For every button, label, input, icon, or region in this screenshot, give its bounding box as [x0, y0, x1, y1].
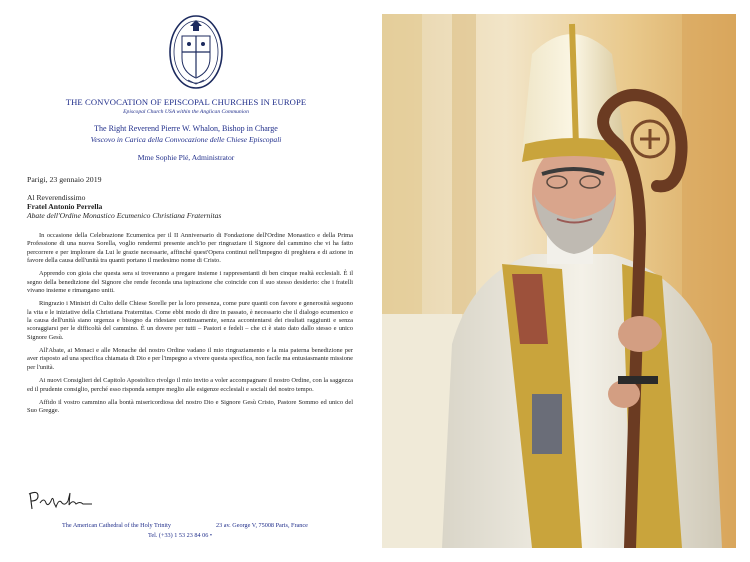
administrator-line: Mme Sophie Plé, Administrator — [137, 153, 235, 162]
vescovo-line: Vescovo in Carica della Convocazione delle Chiese Episcopali — [90, 135, 282, 144]
paragraph: Ringrazio i Ministri di Culto delle Chiese Sorelle per la loro presenza, come pure quanti con favore e generosità seguono la vita e le iniziative della Christiana Fraternitas. Come ebbi modo di dire in passato, è necessario che il dialogo ecumenico e la causa dell'unità siano urgenza e bisogno da ridestare continuamente, senza accontentarsi dei risultati raggiunti e senza scoraggiarsi per le difficoltà del cammino. È un dovere per tutti – Pastori e fedeli – che ci è stato dato dallo stesso e unico Signore Gesù. — [27, 300, 353, 341]
recipient-title: Abate dell'Ordine Monastico Ecumenico Christiana Fraternitas — [27, 211, 222, 220]
paragraph: Ai nuovi Consiglieri del Capitolo Apostolico rivolgo il mio invito a voler accompagnare il nostro Ordine, con la saggezza ed il prudente consiglio, perché esso risponda sempre meglio alle esigenze ecclesiali e sociali del nostro tempo. — [27, 377, 353, 393]
paragraph: In occasione della Celebrazione Ecumenica per il II Anniversario di Fondazione dell'Ordine Monastico e della Prima Professione di una nuova Sorella, voglio rendermi presente anch'io per ringraziare il Signore del cammino che vi ha fatto percorrere e per implorare da Lui le grazie necessarie, affinché quest'Opera continui nell'impegno di preghiera e di azione in favore della causa dell'unità tra quanti portano il medesimo nome di Cristo. — [27, 232, 353, 265]
bishop-photo-illustration — [382, 14, 736, 548]
footer — [62, 521, 308, 539]
footer-phone: Tel. (+33) 1 53 23 84 06 • — [148, 531, 212, 539]
bishop-line: The Right Reverend Pierre W. Whalon, Bishop in Charge — [94, 124, 278, 133]
episcopal-seal-icon — [168, 14, 224, 90]
recipient-name: Fratel Antonio Perrella — [27, 202, 103, 211]
bishop-photo — [382, 14, 736, 548]
paragraph: Apprendo con gioia che questa sera si troveranno a pregare insieme i rappresentanti di ben cinque realtà ecclesiali. È il segno della benedizione del Signore che rende feconda una ispirazione che coincide con il suo stesso desiderio: che i fratelli vivano insieme e rimangano uniti. — [27, 270, 353, 295]
salutation: Al Reverendissimo — [27, 193, 86, 202]
organization-subtitle: Episcopal Church USA within the Anglican Communion — [123, 109, 249, 115]
paragraph: Affido il vostro cammino alla bontà misericordiosa del nostro Dio e Signore Gesù Cristo, Pastore Sommo ed unico del Suo Gregge. — [27, 398, 353, 415]
letter-date: Parigi, 23 gennaio 2019 — [27, 175, 102, 184]
footer-address: 23 av. George V, 75008 Paris, France — [216, 522, 308, 529]
letter-body — [27, 232, 353, 421]
letter-page — [0, 0, 372, 562]
footer-cathedral: The American Cathedral of the Holy Trinity — [62, 522, 171, 529]
organization-title: THE CONVOCATION OF EPISCOPAL CHURCHES IN EUROPE — [65, 97, 307, 107]
paragraph: All'Abate, ai Monaci e alle Monache del nostro Ordine vadano il mio ringraziamento e la mia paterna benedizione per aver risposto ad una specifica chiamata di Dio e per l'impegno a vivere questa specifica, non facile ma entusiasmante missione per l'unità. — [27, 347, 353, 371]
recipient-block — [27, 193, 221, 220]
signature-icon — [26, 489, 116, 513]
